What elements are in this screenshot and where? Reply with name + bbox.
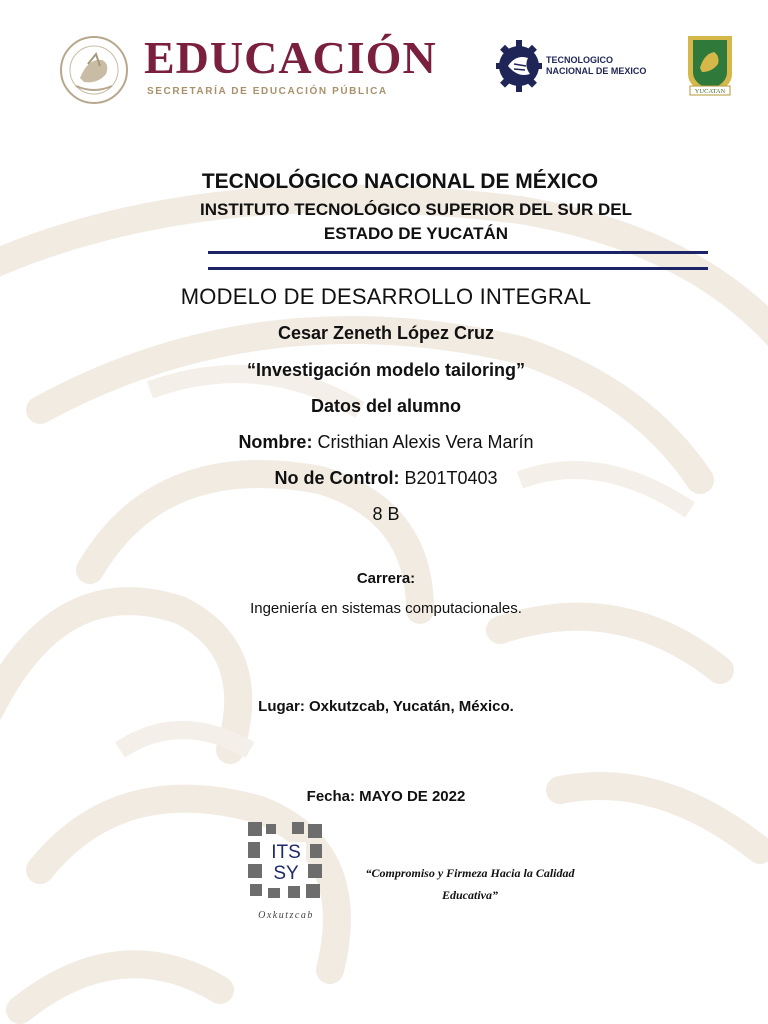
place: Lugar: Oxkutzcab, Yucatán, México. [258, 698, 514, 715]
tecnm-heading: TECNOLÓGICO NACIONAL DE MÉXICO [201, 170, 599, 193]
itssy-line1: ITS [271, 842, 301, 863]
motto-line2: Educativa” [442, 888, 498, 902]
career-label: Carrera: [356, 570, 416, 587]
name-label: Nombre: [238, 432, 313, 452]
student-data-heading: Datos del alumno [310, 396, 462, 416]
divider-rule [208, 267, 708, 270]
date: Fecha: MAYO DE 2022 [306, 788, 466, 805]
educacion-subtitle: SECRETARÍA DE EDUCACIÓN PÚBLICA [147, 86, 388, 97]
tecnm-line1: TECNOLOGICO [546, 55, 613, 65]
divider-rule [208, 251, 708, 254]
tecnm-logo [496, 36, 542, 96]
itssy-location: Oxkutzcab [258, 910, 314, 921]
itssy-line2: SY [273, 863, 299, 884]
institute-line-1: INSTITUTO TECNOLÓGICO SUPERIOR DEL SUR DEL [200, 200, 632, 219]
institute-line-2: ESTADO DE YUCATÁN [323, 224, 509, 243]
subject-title: MODELO DE DESARROLLO INTEGRAL [180, 284, 592, 309]
work-title: “Investigación modelo tailoring” [246, 360, 526, 380]
motto-line1: “Compromiso y Firmeza Hacia la Calidad [365, 866, 575, 880]
name-value: Cristhian Alexis Vera Marín [317, 432, 534, 452]
group: 8 B [372, 504, 400, 524]
control-value: B201T0403 [404, 468, 498, 488]
control-label: No de Control: [274, 468, 400, 488]
tecnm-text [546, 55, 646, 77]
control-number-row [0, 468, 768, 489]
student-name-row [0, 432, 768, 453]
educacion-title: EDUCACIÓN [144, 32, 437, 83]
yucatan-label: YUCATAN [694, 88, 726, 95]
yucatan-shield-logo [686, 34, 734, 96]
itssy-text [266, 842, 306, 884]
institution-motto [340, 862, 600, 906]
teacher-name: Cesar Zeneth López Cruz [277, 323, 495, 343]
tecnm-line2: NACIONAL DE MEXICO [546, 66, 647, 76]
career-value: Ingeniería en sistemas computacionales. [250, 600, 522, 617]
mexico-seal-logo [58, 34, 136, 106]
